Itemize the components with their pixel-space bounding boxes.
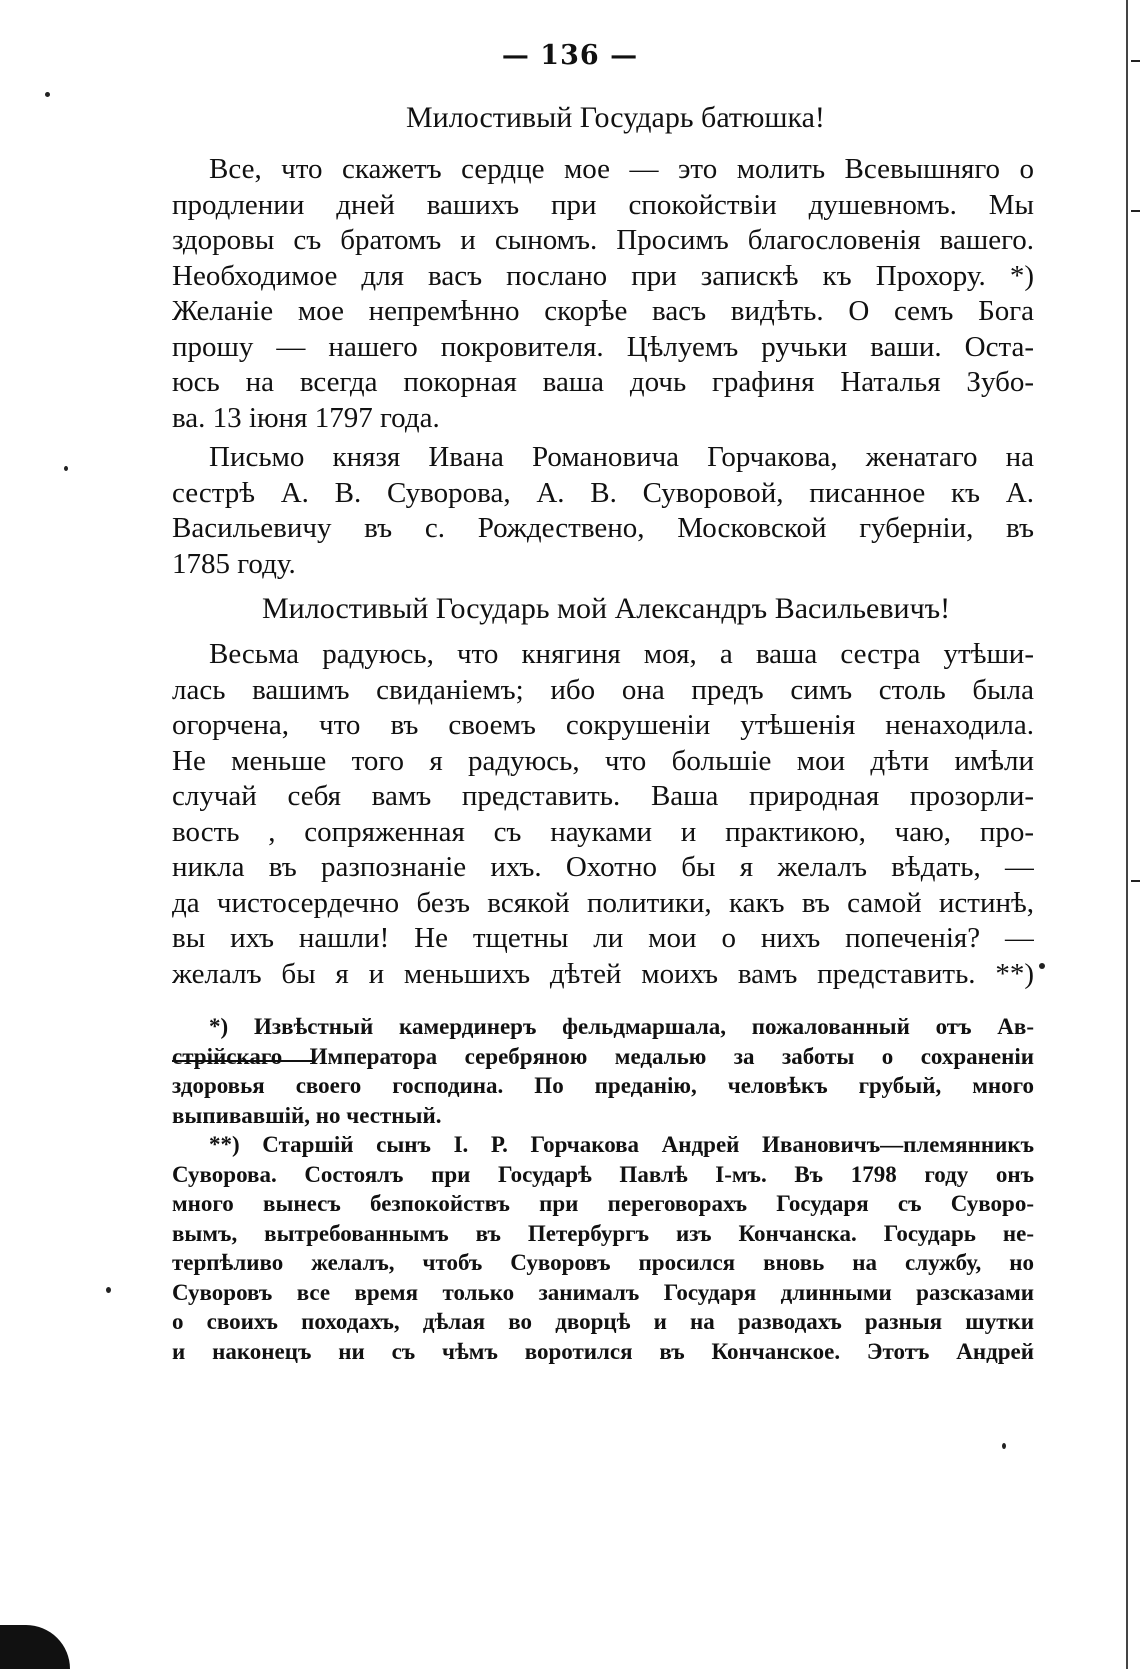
text-line: сестрѣ А. В. Суворова, А. В. Суворовой, писанное къ А. [172,476,1034,509]
scan-speck [64,466,68,471]
footnote-line: **) Старшiй сынъ I. Р. Горчакова Андрей Ивановичъ—племянникъ [209,1132,1034,1157]
text-line: прошу — нашего покровителя. Цѣлуемъ ручьки ваши. Оста- [172,330,1034,363]
letter2-salutation: Милостивый Государь мой Александръ Васильевичъ! [262,592,951,625]
scan-speck [45,92,50,97]
scan-edge-tick [1131,60,1140,62]
text-line: ва. 13 iюня 1797 года. [172,401,440,434]
text-line: здоровы съ братомъ и сыномъ. Просимъ благословенiя вашего. [172,224,1034,256]
text-line: никла въ разпознанiе ихъ. Охотно бы я желалъ вѣдать, — [172,851,1034,883]
text-line: Васильевичу въ с. Рождествено, Московской губернiи, въ [172,512,1034,544]
scan-edge-tick [1131,210,1140,212]
footnote-line: и наконецъ ни съ чѣмъ воротился въ Кончанское. Этотъ Андрей [172,1338,1034,1364]
scan-edge-tick [1131,880,1140,882]
text-line: 1785 году. [172,547,296,580]
footnote-line: вымъ, вытребованнымъ въ Петербургъ изъ Кончанска. Государь не- [172,1220,1034,1246]
text-line: Весьма радуюсь, что княгиня моя, а ваша сестра утѣши- [209,638,1034,670]
text-line: Не меньше того я радуюсь, что большiе мои дѣти имѣли [172,744,1034,777]
letter2-intro [172,440,1034,582]
text-line: юсь на всегда покорная ваша дочь графиня Наталья Зубо- [172,366,1034,398]
letter2-body [172,637,1034,992]
page-number: — 136 — [501,40,639,71]
text-line: Все, что скажетъ сердце мое — это молить Всевышняго о [209,153,1034,185]
footnote-line: о своихъ походахъ, дѣлая во дворцѣ и на разводахъ разныя шутки [172,1309,1034,1334]
footnote-line: стрiйскаго Императора серебряною медалью за заботы о сохраненiи [172,1043,1034,1069]
footnote-2 [172,1130,1034,1366]
scan-speck [1039,963,1045,969]
text-line: случай себя вамъ представить. Ваша природная прозорли- [172,780,1034,812]
scan-corner-blot [0,1625,70,1669]
footnote-1 [172,1012,1034,1130]
footnote-line: терпѣливо желалъ, чтобъ Суворовъ просился вновь на службу, но [172,1250,1034,1275]
text-line: Необходимое для васъ послано при запискѣ къ Прохору. *) [172,259,1034,292]
text-line: огорчена, что въ своемъ сокрушенiи утѣшенiя ненаходила. [172,709,1034,741]
letter1-salutation: Милостивый Государь батюшка! [406,101,825,134]
scan-edge-line [1126,0,1128,1669]
text-line: продлении дней вашихъ при спокойствiи душевномъ. Мы [172,188,1034,221]
text-line: желалъ бы я и меньшихъ дѣтей моихъ вамъ представить. **) [172,957,1034,990]
footnote-line: *) Извѣстный камердинеръ фельдмаршала, пожалованный отъ Ав- [209,1014,1034,1039]
letter1-body [172,152,1034,436]
footnote-line: выпивавшiй, но честный. [172,1102,442,1128]
footnote-line: Суворовъ все время только занималъ Государя длинными разсказами [172,1279,1034,1305]
footnote-line: здоровья своего господина. По преданiю, человѣкъ грубый, много [172,1073,1034,1098]
scan-speck [106,1287,111,1293]
text-line: Письмо князя Ивана Романовича Горчакова, женатаго на [209,441,1034,473]
footnote-line: много вынесъ безпокойствъ при переговорахъ Государя съ Суворо- [172,1191,1034,1216]
text-line: Желанiе мое непремѣнно скорѣе васъ видѣть. О семъ Бога [172,295,1034,327]
text-line: лась вашимъ свиданiемъ; ибо она предъ симъ столь была [172,673,1034,706]
text-line: вость , сопряженная съ науками и практикою, чаю, про- [172,815,1034,848]
footnote-line: Суворова. Состоялъ при Государѣ Павлѣ I-мъ. Въ 1798 году онъ [172,1161,1034,1187]
text-line: да чистосердечно безъ всякой политики, какъ въ самой истинѣ, [172,886,1034,919]
scan-speck [1002,1443,1006,1449]
text-line: вы ихъ нашли! Не тщетны ли мои о нихъ попеченiя? — [172,922,1034,954]
